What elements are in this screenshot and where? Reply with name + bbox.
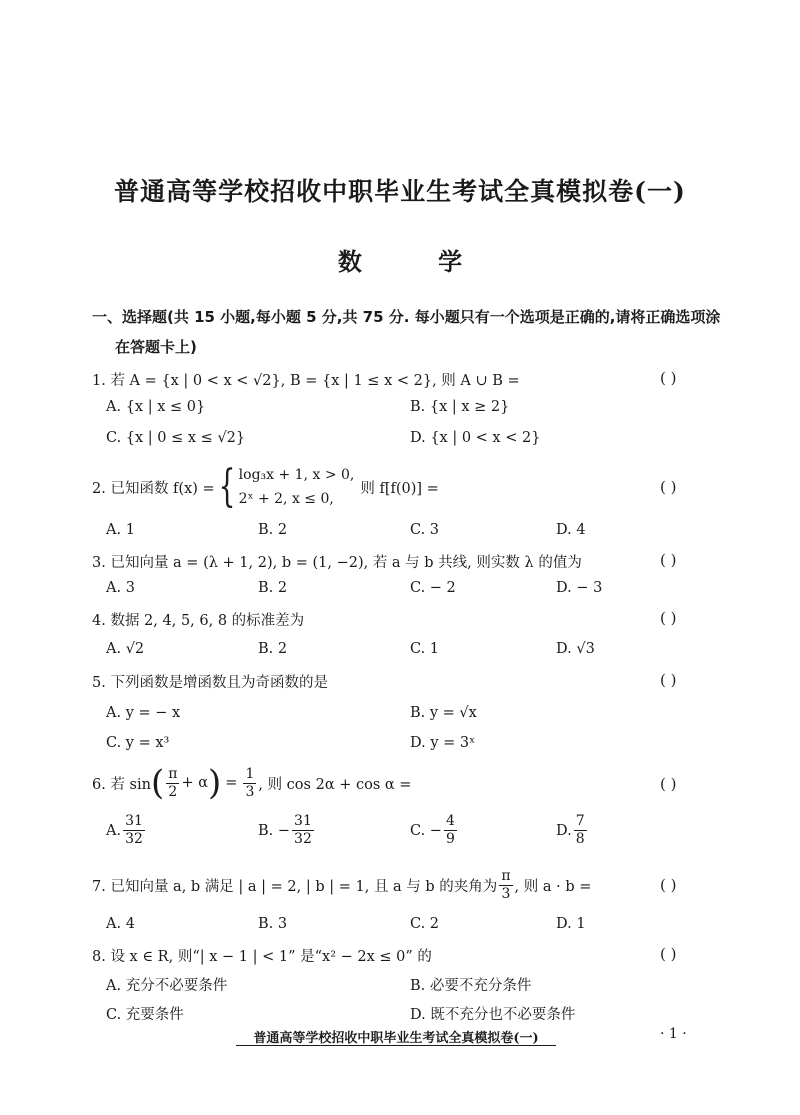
question-8-option-c: C. 充要条件	[106, 1007, 184, 1023]
document-title: 普通高等学校招收中职毕业生考试全真模拟卷(一)	[114, 177, 686, 206]
question-7-stem	[92, 864, 591, 906]
question-8-option-a: A. 充分不必要条件	[106, 978, 228, 994]
answer-bracket-5: ( )	[660, 671, 677, 689]
answer-bracket-4: ( )	[660, 609, 677, 627]
question-2-stem-suffix: 则 f[f(0)] =	[360, 480, 439, 497]
question-1-option-b: B. {x | x ≥ 2}	[410, 399, 510, 415]
question-4-option-a: A. √2	[106, 641, 145, 657]
question-4-stem: 4. 数据 2, 4, 5, 6, 8 的标准差为	[92, 613, 305, 629]
option-label: B. −	[258, 822, 291, 839]
fraction-denominator: 32	[294, 831, 312, 847]
question-1-stem: 1. 若 A = {x | 0 < x < √2}, B = {x | 1 ≤ x < 2}, 则 A ∪ B =	[92, 373, 520, 389]
answer-bracket-2: ( )	[660, 478, 677, 496]
fraction-numerator: 7	[575, 813, 585, 829]
option-label: A.	[106, 822, 122, 839]
fraction-denominator: 3	[245, 783, 255, 800]
option-label: D.	[556, 822, 572, 839]
question-4-option-d: D. √3	[556, 641, 595, 657]
question-2-option-a: A. 1	[106, 522, 135, 538]
piecewise-cases	[239, 463, 355, 511]
question-3-stem: 3. 已知向量 a = (λ + 1, 2), b = (1, −2), 若 a 与 b 共线, 则实数 λ 的值为	[92, 555, 582, 571]
option-label: C. −	[410, 822, 442, 839]
footer-rule	[236, 1045, 556, 1046]
question-6-stem	[92, 760, 411, 806]
question-6-option-b	[258, 813, 316, 848]
answer-bracket-8: ( )	[660, 945, 677, 963]
question-2-stem-prefix: 2. 已知函数 f(x) =	[92, 480, 215, 497]
close-paren: )	[208, 763, 222, 803]
question-6-stem-mid: + α	[181, 775, 209, 791]
fraction-numerator: 31	[125, 813, 143, 829]
answer-bracket-6: ( )	[660, 775, 677, 793]
question-8-option-d: D. 既不充分也不必要条件	[410, 1007, 576, 1023]
question-3-option-a: A. 3	[106, 580, 135, 596]
section-heading: 一、选择题(共 15 小题,每小题 5 分,共 75 分. 每小题只有一个选项是正确的,请将正确选项涂	[92, 308, 721, 326]
answer-bracket-1: ( )	[660, 369, 677, 387]
fraction-numerator: 31	[294, 813, 312, 829]
question-5-option-c: C. y = x³	[106, 735, 170, 751]
fraction-pi-over-3	[499, 868, 512, 903]
question-3-option-c: C. − 2	[410, 580, 456, 596]
question-2-option-b: B. 2	[258, 522, 288, 538]
equals-sign: =	[225, 775, 238, 791]
question-1-option-c: C. {x | 0 ≤ x ≤ √2}	[106, 430, 246, 446]
question-2-option-d: D. 4	[556, 522, 586, 538]
option-fraction	[574, 813, 587, 848]
question-6-option-a	[106, 813, 147, 848]
fraction-denominator: 32	[125, 831, 143, 847]
page-number: · 1 ·	[660, 1026, 687, 1042]
question-5-option-a: A. y = − x	[106, 705, 181, 721]
fraction-numerator: 1	[245, 765, 255, 782]
question-6-option-c	[410, 813, 459, 848]
answer-bracket-3: ( )	[660, 551, 677, 569]
subject-heading: 数 学	[337, 247, 497, 276]
footer-title: 普通高等学校招收中职毕业生考试全真模拟卷(一)	[253, 1031, 539, 1046]
section-heading-cont: 在答题卡上)	[115, 338, 197, 356]
question-8-stem: 8. 设 x ∈ R, 则“| x − 1 | < 1” 是“x² − 2x ≤ 0” 的	[92, 949, 432, 965]
question-6-option-d	[556, 813, 589, 848]
question-4-option-c: C. 1	[410, 641, 440, 657]
piecewise-brace: {	[218, 461, 236, 512]
question-3-option-b: B. 2	[258, 580, 288, 596]
fraction-numerator: 4	[445, 813, 455, 829]
question-7-option-d: D. 1	[556, 916, 586, 932]
fraction-numerator: π	[168, 765, 178, 782]
question-3-option-d: D. − 3	[556, 580, 603, 596]
question-7-option-c: C. 2	[410, 916, 440, 932]
question-1-option-a: A. {x | x ≤ 0}	[106, 399, 206, 415]
question-1-option-d: D. {x | 0 < x < 2}	[410, 430, 541, 446]
question-5-stem: 5. 下列函数是增函数且为奇函数的是	[92, 675, 328, 691]
option-fraction	[444, 813, 457, 848]
fraction-pi-over-2	[166, 766, 179, 801]
question-6-stem-suffix: , 则 cos 2α + cos α =	[258, 776, 412, 793]
answer-bracket-7: ( )	[660, 876, 677, 894]
question-2-stem	[92, 461, 439, 513]
question-6-stem-prefix: 6. 若 sin	[92, 776, 151, 793]
fraction-denominator: 8	[575, 831, 585, 847]
question-7-stem-prefix: 7. 已知向量 a, b 满足 | a | = 2, | b | = 1, 且 a 与 b 的夹角为	[92, 878, 498, 895]
question-7-option-b: B. 3	[258, 916, 288, 932]
open-paren: (	[150, 763, 165, 803]
question-5-option-d: D. y = 3ˣ	[410, 735, 476, 751]
fraction-one-third	[243, 766, 256, 801]
option-fraction	[292, 813, 314, 848]
question-7-option-a: A. 4	[106, 916, 135, 932]
fraction-numerator: π	[501, 867, 511, 884]
fraction-denominator: 3	[501, 885, 511, 902]
question-7-stem-suffix: , 则 a · b =	[514, 878, 592, 895]
question-2-option-c: C. 3	[410, 522, 440, 538]
piecewise-case-2: 2ˣ + 2, x ≤ 0,	[238, 491, 334, 507]
fraction-denominator: 9	[445, 831, 455, 847]
question-4-option-b: B. 2	[258, 641, 288, 657]
piecewise-case-1: log₃x + 1, x > 0,	[238, 467, 355, 483]
fraction-denominator: 2	[168, 783, 178, 800]
question-5-option-b: B. y = √x	[410, 705, 477, 721]
option-fraction	[123, 813, 145, 848]
question-8-option-b: B. 必要不充分条件	[410, 978, 532, 994]
